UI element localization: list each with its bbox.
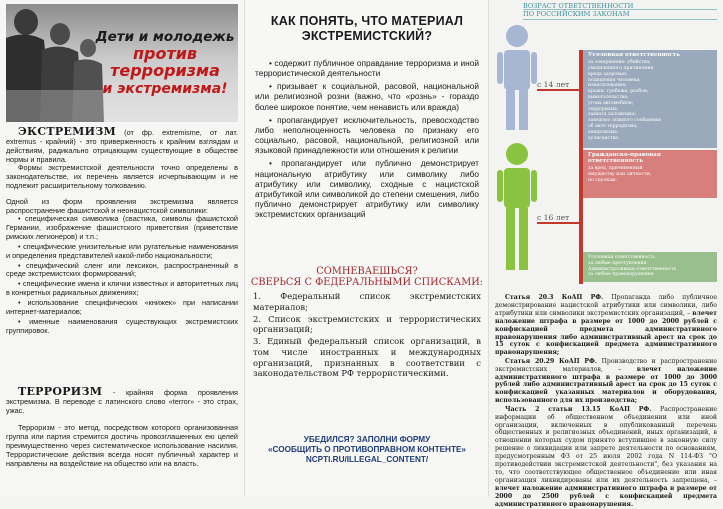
panel-item: умышленного причинения [588, 66, 654, 72]
panel-item: за любые преступления [588, 260, 647, 266]
terrorism-term: ТЕРРОРИЗМ [18, 385, 103, 398]
list-item: • специфический сленг или лексикон, распространенный в среде экстремистских формирований; [6, 260, 238, 279]
article-penalty: влечет наложение штрафа в размере от 1000 до 2000 рублей с конфискацией предмета административного правонарушения либо административный арест на срок до 15 суток с конфискацией предмета административного правонарушения; [495, 309, 717, 357]
list-item: • пропагандирует или публично демонстрирует национальную атрибутику или символику либо атрибутику или символику, сходные с нацистской атрибутикой или символикой до степени смешения, либо публично демонстрирует атрибутику или символику экстремистских организаций [255, 158, 479, 219]
panel-item: кражи, грабежа, разбоя; [588, 89, 649, 95]
panel-item: похищения человека; [588, 77, 641, 83]
right-column [488, 0, 722, 508]
extremism-def-text: (от фр. extremisme, от лат. extremus - крайний) - это приверженность к крайним взглядам и действиям, радикально отрицающим существующие в обществе нормы и правила. [6, 128, 238, 164]
form-line-1: УБЕДИЛСЯ? ЗАПОЛНИ ФОРМУ [303, 435, 431, 444]
article-penalty: влечет наложение административного штрафа в размере от 1000 до 3000 рублей либо административный арест на срок до 15 суток с конфискацией указанных материалов и оборудования, использованного для их производства; [495, 365, 717, 405]
law-article [495, 294, 717, 357]
panel-item: за вред, причиненный [588, 166, 643, 172]
symbolics-list [6, 215, 238, 337]
section-title-line-1: КАК ПОНЯТЬ, ЧТО МАТЕРИАЛ [270, 14, 464, 28]
list-item: • использование специфических «книжек» при написании интернет-материалов; [6, 298, 238, 317]
person-icon-14 [497, 25, 537, 130]
forms-paragraph: Формы экстремистской деятельности точно определены в законодательстве, их перечень является исчерпывающим и не подлежит расширительному толкованию. [6, 163, 238, 190]
doubt-line-2: СВЕРЬСЯ С ФЕДЕРАЛЬНЫМИ СПИСКАМИ: [250, 277, 484, 289]
civil-liability-panel [583, 150, 717, 198]
panel-item: изнасилования; [588, 83, 627, 89]
panel-item: об акте терроризма; [588, 124, 638, 130]
terrorism-method-paragraph: Терроризм - это метод, посредством которого организованная группа или партия стремится достичь провозглашенных ею целей преимущественно через систематическое использование насилия. Террористические действия всегда носят публичный характер и направлены на воздействие на общество или на власть. [6, 423, 238, 468]
criteria-list [255, 58, 479, 222]
symbolics-intro: Одной из форм проявления экстремизма является распространение фашистской и неонацистской символики: [6, 197, 238, 215]
form-line-2: «СООБЩИТЬ О ПРОТИВОПРАВНОМ КОНТЕНТЕ» [268, 445, 466, 454]
age-label-16: с 16 лет [537, 213, 570, 222]
panel-item: терроризма; [588, 106, 619, 112]
header-line-2: ПО РОССИЙСКИМ ЗАКОНАМ [523, 10, 630, 18]
person-legs-16 [505, 208, 535, 272]
section-title [245, 14, 489, 43]
age-label-14: с 14 лет [537, 80, 570, 89]
criminal-liability-panel [583, 50, 717, 148]
panel-item: вреда здоровью; [588, 71, 628, 77]
list-item: • специфическая символика (свастика, символы фашистской Германии, изображение фашистского приветствия (приветствие римских легионеров) и т.п.; [6, 214, 238, 241]
banner-line-3: и экстремизма! [102, 80, 228, 97]
list-item: • специфические имена и клички известных и авторитетных лиц в конкретных радикальных движениях; [6, 279, 238, 298]
article-text: Производство и распространение экстремистских материалов, – [495, 357, 718, 373]
panel-item: хулиганства. [588, 135, 620, 141]
report-form-callout [245, 435, 489, 465]
age-line-16 [537, 222, 581, 224]
panel-item: за любые правонарушения [588, 272, 654, 278]
list-item: 2. Список экстремистских и террористических организаций; [253, 313, 481, 335]
list-item: • призывает к социальной, расовой, национальной или религиозной розни (важно, что «рознь» - гораздо более широкое понятие, чем ненависть или вражда) [255, 81, 479, 112]
panel-item: за совершение: убийства; [588, 60, 651, 66]
doubt-heading [245, 266, 489, 289]
law-articles [495, 294, 717, 509]
extremism-term: ЭКСТРЕМИЗМ [18, 125, 117, 138]
panel-item: вандализма; [588, 129, 619, 135]
header-rule [523, 19, 717, 20]
federal-lists [253, 291, 481, 380]
header-line-1: ВОЗРАСТ ОТВЕТСТВЕННОСТИ [523, 2, 634, 10]
middle-column [244, 0, 488, 496]
panel-item: имуществу или личности; [588, 171, 652, 177]
responsibility-age-header [495, 2, 717, 24]
article-lead: Часть 2 статьи 13.15 КоАП РФ. [505, 405, 652, 413]
list-item: • пропагандирует исключительность, превосходство либо неполноценность человека по признаку его социально, расовой, национальной, религиозной или языковой принадлежности или отношения к религии [255, 114, 479, 156]
form-url-link[interactable]: NCPTI.RU/ILLEGAL_CONTENT/ [305, 455, 429, 464]
banner-line-1: Дети и молодежь [95, 29, 235, 45]
list-item: 1. Федеральный список экстремистских материалов; [253, 291, 481, 312]
panel-item: вымогательства; [588, 95, 629, 101]
full-liability-panel [583, 252, 717, 282]
panel-item: по сделкам. [588, 177, 617, 183]
banner-slogan [92, 30, 238, 96]
panel-item: захвата заложника; [588, 112, 637, 118]
list-item: 3. Единый федеральный список организаций, в том числе иностранных и международных организаций, признанных в соответствии с законодательством РФ террористическими. [253, 336, 481, 379]
list-item: • специфические унизительные или ругательные наименования и определения представителей какой-либо национальности; [6, 241, 238, 260]
terrorism-definition [6, 385, 238, 416]
article-lead: Статья 20.29 КоАП РФ. [505, 357, 597, 365]
panel-item: Уголовная ответственность [588, 255, 655, 260]
article-lead: Статья 20.3 КоАП РФ. [505, 294, 604, 301]
panel-heading: Гражданско-правовая ответственность [588, 152, 661, 164]
doubt-line-1: СОМНЕВАЕШЬСЯ? [316, 266, 418, 277]
article-text: Пропаганда либо публичное демонстрирование нацистской атрибутики или символики, либо атрибутики или символики экстремистских организаций, – [495, 294, 717, 317]
article-penalty: влечет наложение административного штрафа в размере от 2000 до 2500 рублей с конфискацией предмета административного правонарушения. [495, 484, 717, 508]
terrorism-def-text: - крайняя форма проявления экстремизма. В переводе с латинского слово «terror» - это страх, ужас. [6, 388, 238, 415]
panel-heading: Уголовная ответственность [588, 52, 681, 58]
law-article [495, 406, 717, 509]
left-column [0, 0, 244, 496]
banner-image [6, 4, 238, 122]
banner-line-2: против терроризма [110, 44, 220, 80]
list-item: • именные наименования существующих экстремистских группировок. [6, 316, 238, 335]
panel-item: Административная ответственность [588, 266, 677, 272]
extremism-definition [6, 125, 238, 165]
list-item: • содержит публичное оправдание терроризма и иной террористической деятельности [255, 58, 479, 79]
article-text: Распространение информации об общественном объединении или иной организации, включенных в опубликованный перечень общественных и религиозных объединений, иных организаций, в отношении которых судом принято вступившее в законную силу решение о ликвидации или запрете деятельности по основаниям, предусмотренным ФЗ от 25 июля 2002 года N 114-ФЗ "О противодействии экстремистской деятельности", без указания на то, что соответствующее общественное объединение или иная организация ликвидированы или их деятельность запрещена, – [495, 405, 717, 484]
section-title-line-2: ЭКСТРЕМИСТСКИЙ? [301, 28, 433, 43]
person-icon-16 [497, 143, 537, 208]
panel-item: угона автомобиля; [588, 100, 634, 106]
panel-item: заведомо ложного сообщения [588, 118, 662, 124]
law-article [495, 358, 717, 405]
